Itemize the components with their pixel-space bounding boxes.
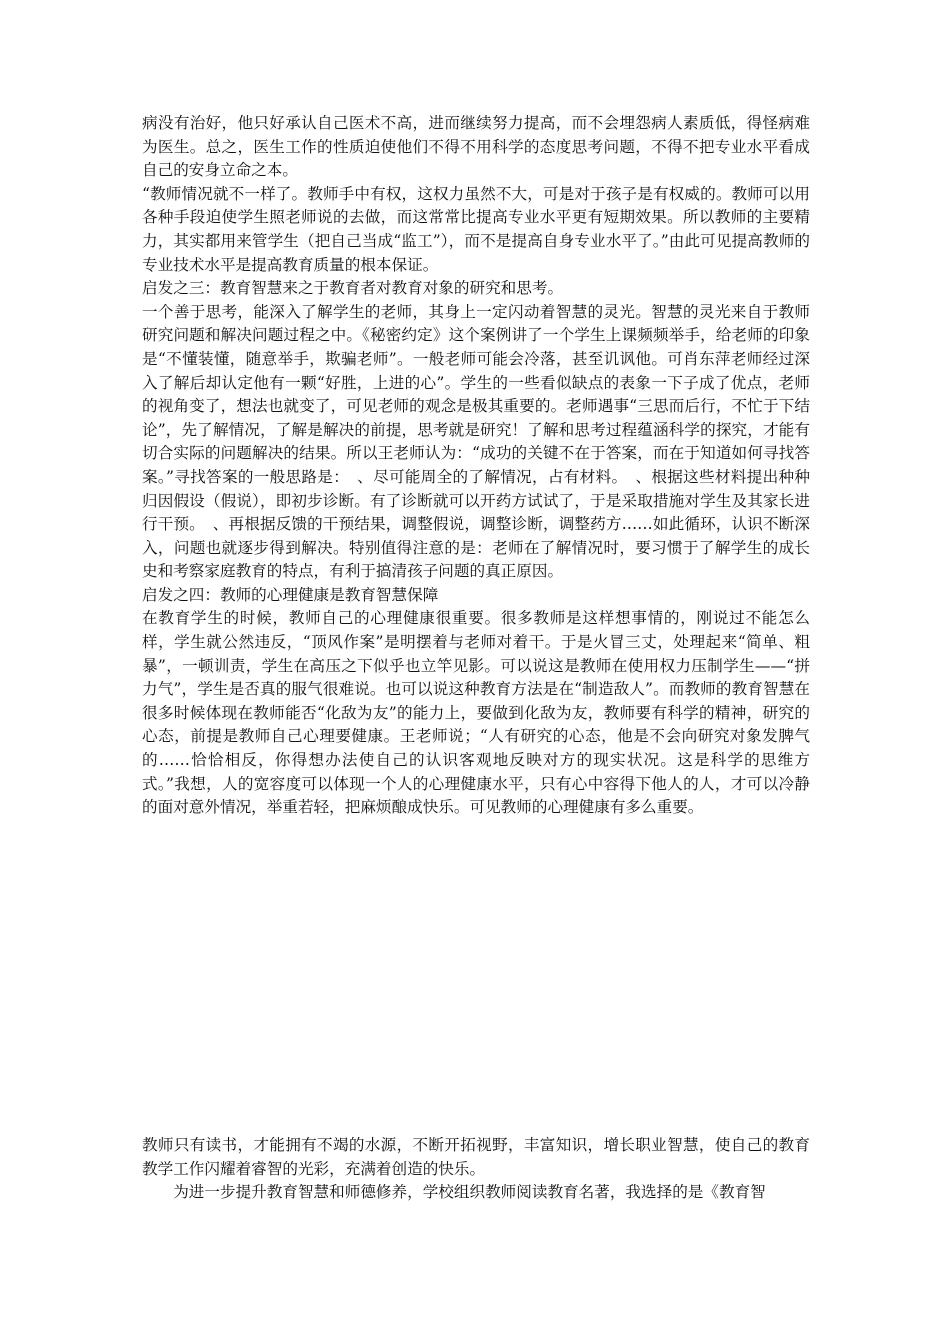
heading-inspiration-four: 启发之四：教师的心理健康是教育智慧保障 <box>142 585 439 604</box>
bottom-text-block <box>142 1134 810 1205</box>
paragraph-teacher-power-quote: “教师情况就不一样了。教师手中有权，这权力虽然不大，可是对于孩子是有权威的。教师可以用各种手段迫使学生照老师说的去做，而这常常比提高专业水平更有短期效果。所以教师的主要精力，其实都用来管学生（把自己当成“监工”），而不是提高自身专业水平了。”由此可见提高教师的专业技术水平是提高教育质量的根本保证。 <box>142 184 810 274</box>
paragraph-reading-books: 教师只有读书，才能拥有不竭的水源，不断开拓视野，丰富知识，增长职业智慧，使自己的教育教学工作闪耀着睿智的光彩，充满着创造的快乐。 <box>142 1136 810 1178</box>
paragraph-reading-program: 为进一步提升教育智慧和师德修养，学校组织教师阅读教育名著，我选择的是《教育智 <box>173 1183 766 1202</box>
paragraph-mental-health: 在教育学生的时候，教师自己的心理健康很重要。很多教师是这样想事情的，刚说过不能怎么样，学生就公然违反，“顶风作案”是明摆着与老师对着干。于是火冒三丈，处理起来“简单、粗暴”，一顿训责，学生在高压之下似乎也立竿见影。可以说这是教师在使用权力压制学生——“拼力气”，学生是否真的服气很难说。也可以说这种教育方法是在“制造敌人”。而教师的教育智慧在很多时候体现在教师能否“化敌为友”的能力上，要做到化敌为友，教师要有科学的精神，研究的心态，前提是教师自己心理要健康。王老师说；“人有研究的心态，他是不会向研究对象发脾气的……恰恰相反，你得想办法使自己的认识客观地反映对方的现实状况。这是科学的思维方式。”我想，人的宽容度可以体现一个人的心理健康水平，只有心中容得下他人的人，才可以冷静的面对意外情况，举重若轻，把麻烦酿成快乐。可见教师的心理健康有多么重要。 <box>142 609 810 817</box>
paragraph-doctor-conclusion: 病没有治好，他只好承认自己医术不高，进而继续努力提高，而不会埋怨病人素质低，得怪病难为医生。总之，医生工作的性质迫使他们不得不用科学的态度思考问题，不得不把专业水平看成自己的安身立命之本。 <box>142 114 810 180</box>
top-text-block <box>142 112 810 820</box>
paragraph-research-and-thinking: 一个善于思考，能深入了解学生的老师，其身上一定闪动着智慧的灵光。智慧的灵光来自于教师研究问题和解决问题过程之中。《秘密约定》这个案例讲了一个学生上课频频举手，给老师的印象是“不懂装懂，随意举手，欺骗老师”。一般老师可能会冷落，甚至讥讽他。可肖东萍老师经过深入了解后却认定他有一颗“好胜，上进的心”。学生的一些看似缺点的表象一下子成了优点，老师的视角变了，想法也就变了，可见老师的观念是极其重要的。老师遇事“三思而后行，不忙于下结论”，先了解情况，了解是解决的前提，思考就是研究！了解和思考过程蕴涵科学的探究，才能有切合实际的问题解决的结果。所以王老师认为：“成功的关键不在于答案，而在于知道如何寻找答案。”寻找答案的一般思路是： 、尽可能周全的了解情况，占有材料。 、根据这些材料提出种种归因假设（假说），即初步诊断。有了诊断就可以开药方试试了，于是采取措施对学生及其家长进行干预。 、再根据反馈的干预结果，调整假说，调整诊断，调整药方……如此循环，认识不断深入，问题也就逐步得到解决。特别值得注意的是：老师在了解情况时，要习惯于了解学生的成长史和考察家庭教育的特点，有利于搞清孩子问题的真正原因。 <box>142 302 810 581</box>
heading-inspiration-three: 启发之三：教育智慧来之于教育者对教育对象的研究和思考。 <box>142 279 564 298</box>
